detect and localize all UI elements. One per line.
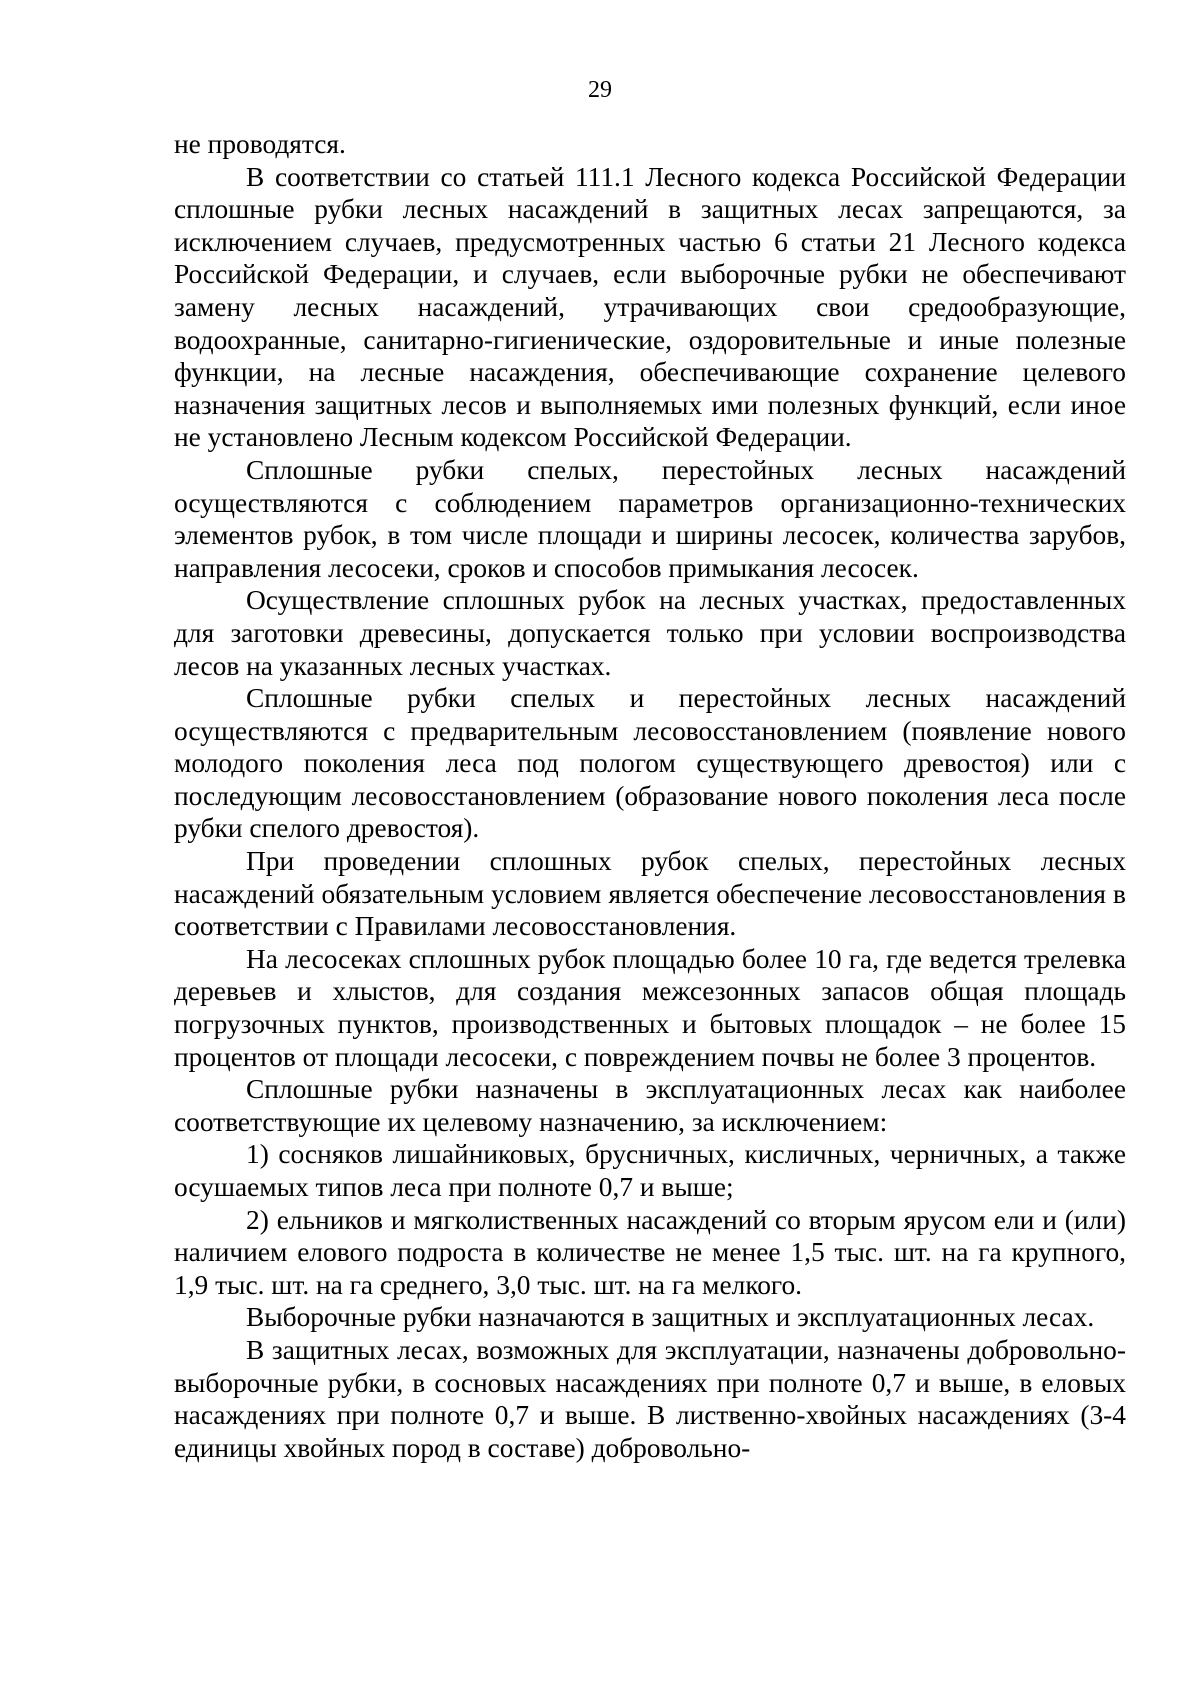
paragraph-logging-sites: На лесосеках сплошных рубок площадью более 10 га, где ведется трелевка деревьев и хлыстов, для создания межсезонных запасов общая площадь погрузочных пунктов, производственных и бытовых площадок – не более 15 процентов от площади лесосеки, с повреждением почвы не более 3 процентов. — [174, 943, 1126, 1072]
paragraph-reforestation-types: Сплошные рубки спелых и перестойных лесных насаждений осуществляются с предварительным лесовосстановлением (появление нового молодого поколения леса под пологом существующего древостоя) или с последующим лесовосстановлением (образование нового поколения леса после рубки спелого древостоя). — [174, 683, 1126, 844]
document-body — [174, 128, 1126, 1464]
paragraph-article-111-1: В соответствии со статьей 111.1 Лесного кодекса Российской Федерации сплошные рубки лесных насаждений в защитных лесах запрещаются, за исключением случаев, предусмотренных частью 6 статьи 21 Лесного кодекса Российской Федерации, и случаев, если выборочные рубки не обеспечивают замену лесных насаждений, утрачивающих свои средообразующие, водоохранные, санитарно-гигиенические, оздоровительные и иные полезные функции, на лесные насаждения, обеспечивающие сохранение целевого назначения защитных лесов и выполняемых ими полезных функций, если иное не установлено Лесным кодексом Российской Федерации. — [174, 161, 1126, 453]
paragraph-continuation: не проводятся. — [174, 129, 346, 159]
paragraph-selective-cuts: Выборочные рубки назначаются в защитных и эксплуатационных лесах. — [246, 1302, 1095, 1333]
paragraph-clear-cut-parameters: Сплошные рубки спелых, перестойных лесных насаждений осуществляются с соблюдением параметров организационно-технических элементов рубок, в том числе площади и ширины лесосек, количества зарубов, направления лесосеки, сроков и способов примыкания лесосек. — [174, 454, 1126, 583]
paragraph-reforestation-condition: Осуществление сплошных рубок на лесных участках, предоставленных для заготовки древесины, допускается только при условии воспроизводства лесов на указанных лесных участках. — [174, 585, 1126, 681]
list-item-1: 1) сосняков лишайниковых, брусничных, кисличных, черничных, а также осушаемых типов леса при полноте 0,7 и выше; — [174, 1139, 1126, 1202]
list-item-2: 2) ельников и мягколиственных насаждений со вторым ярусом ели и (или) наличием елового подроста в количестве не менее 1,5 тыс. шт. на га крупного, 1,9 тыс. шт. на га среднего, 3,0 тыс. шт. на га мелкого. — [174, 1204, 1126, 1300]
page-number: 29 — [588, 77, 612, 103]
paragraph-exploitation-forests: Сплошные рубки назначены в эксплуатационных лесах как наиболее соответствующие их целевому назначению, за исключением: — [174, 1074, 1126, 1137]
paragraph-protective-forests: В защитных лесах, возможных для эксплуатации, назначены добровольно-выборочные рубки, в сосновых насаждениях при полноте 0,7 и выше, в еловых насаждениях при полноте 0,7 и выше. В лиственно-хвойных насаждениях (3-4 единицы хвойных пород в составе) добровольно- — [174, 1334, 1126, 1463]
paragraph-reforestation-rules: При проведении сплошных рубок спелых, перестойных лесных насаждений обязательным условием является обеспечение лесовосстановления в соответствии с Правилами лесовосстановления. — [174, 846, 1126, 942]
